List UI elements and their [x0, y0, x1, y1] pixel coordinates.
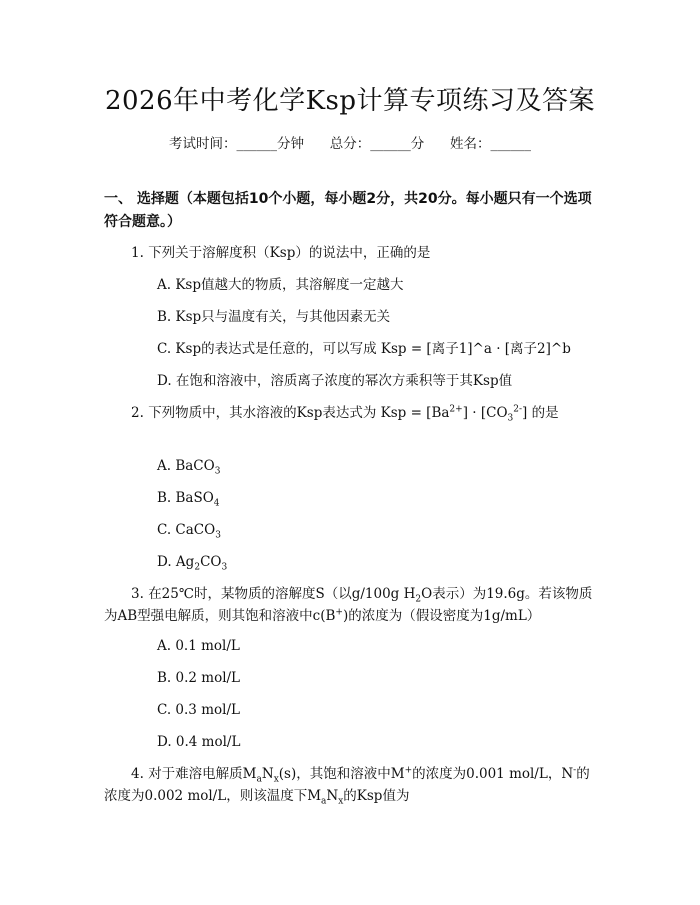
- document-title: 2026年中考化学Ksp计算专项练习及答案: [104, 86, 596, 116]
- question-3-option-a: A. 0.1 mol/L: [157, 638, 240, 654]
- score-label: 总分：: [329, 136, 371, 152]
- question-2-stem: 2. 下列物质中，其水溶液的Ksp表达式为 Ksp = $[Ba^{2+}] \cdot [CO_3^{2-}]$ 的是: [131, 404, 559, 424]
- question-1-option-a: A. Ksp值越大的物质，其溶解度一定越大: [157, 277, 404, 293]
- question-3-option-d: D. 0.4 mol/L: [157, 734, 241, 750]
- section-heading: [104, 188, 594, 234]
- question-2-option-d: D. $Ag_2CO_3$: [157, 554, 228, 573]
- question-1-option-c: C. Ksp的表达式是任意的，可以写成 Ksp = [离子1]^a · [离子2]^b: [157, 341, 571, 357]
- question-2-option-c: C. CaCO$_3$: [157, 522, 221, 541]
- question-1-option-d: D. 在饱和溶液中，溶质离子浓度的幂次方乘积等于其Ksp值: [157, 373, 513, 389]
- time-label: 考试时间：: [169, 136, 237, 152]
- time-unit: 分钟: [277, 136, 304, 152]
- section-number: 一、: [104, 191, 132, 207]
- question-3-option-c: C. 0.3 mol/L: [157, 702, 240, 718]
- exam-info-line: [0, 132, 700, 152]
- question-2-option-b: B. BaSO$_4$: [157, 490, 220, 509]
- question-3-stem: 3. 在25℃时，某物质的溶解度S（以g/100g $H_2O$表示）为19.6g。若该物质为AB型强电解质，则其饱和溶液中c(B+)的浓度为（假设密度为1g/mL）: [104, 586, 593, 624]
- score-unit: 分: [410, 136, 425, 152]
- question-2-option-a: A. BaCO$_3$: [157, 458, 221, 477]
- question-1-stem: 1. 下列关于溶解度积（Ksp）的说法中，正确的是: [131, 245, 431, 261]
- question-4-stem: 4. 对于难溶电解质$M_aN_x(s)$，其饱和溶液中M+的浓度为0.001 mol/L，N-的浓度为0.002 mol/L，则该温度下$M_aN_x$的Ksp值为: [104, 765, 590, 807]
- score-blank: ______: [370, 136, 411, 152]
- name-blank: ______: [490, 136, 531, 152]
- time-blank: ______: [236, 136, 277, 152]
- question-1-option-b: B. Ksp只与温度有关，与其他因素无关: [157, 309, 391, 325]
- section-text: 选择题（本题包括10个小题，每小题2分，共20分。每小题只有一个选项符合题意。）: [104, 191, 592, 230]
- question-3-option-b: B. 0.2 mol/L: [157, 670, 241, 686]
- name-label: 姓名：: [450, 136, 491, 152]
